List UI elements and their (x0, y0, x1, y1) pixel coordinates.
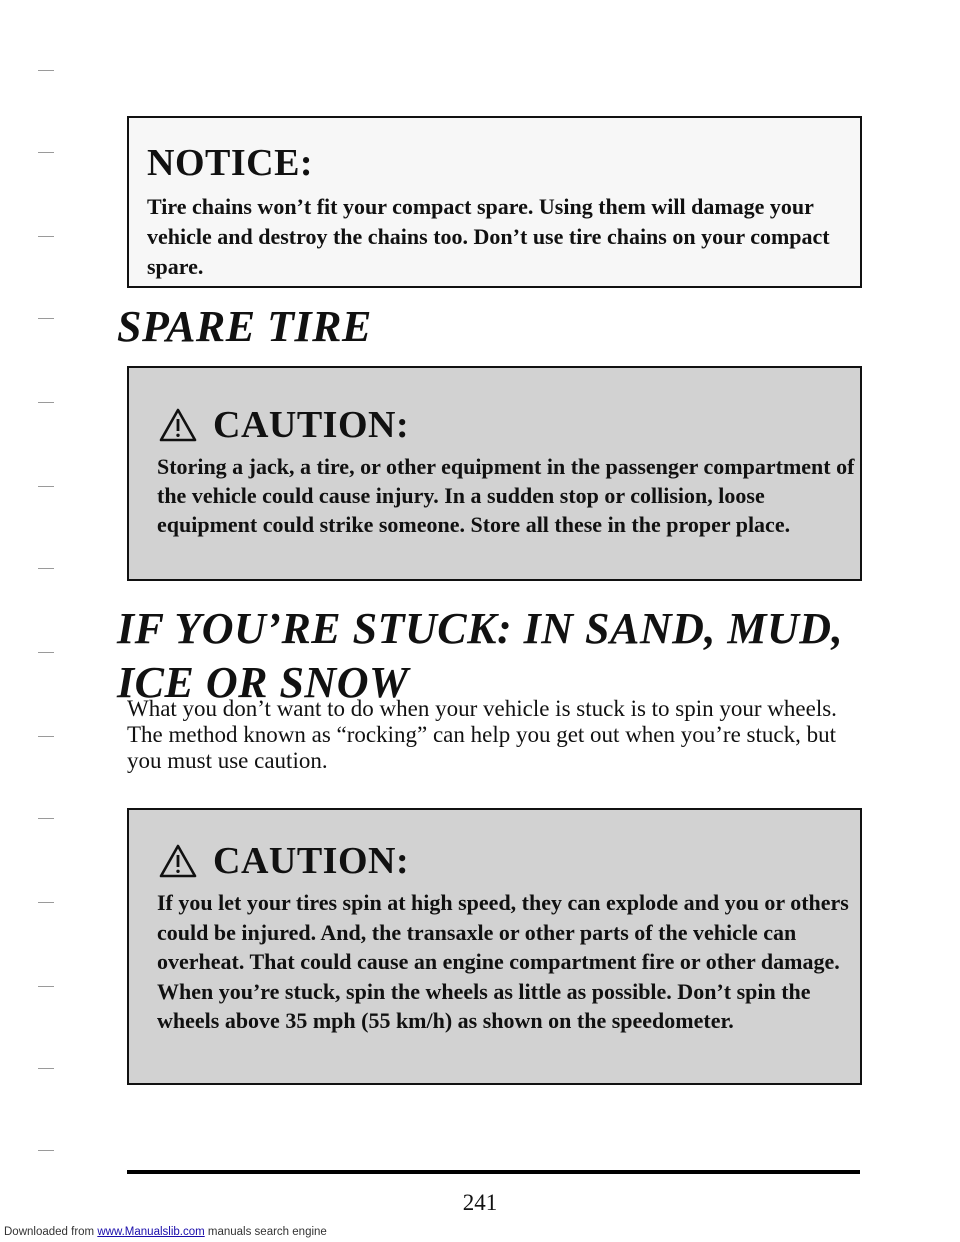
margin-tick (38, 402, 54, 403)
margin-tick (38, 1068, 54, 1069)
warning-triangle-icon (159, 844, 197, 878)
margin-tick (38, 902, 54, 903)
spare-tire-caution-box (127, 366, 862, 581)
margin-tick (38, 236, 54, 237)
caution-text: If you let your tires spin at high speed, they can explode and you or others could be injured. And, the transaxle or other parts of the vehicle can overheat. That could cause an engine compartment fire or other damage. When you’re stuck, spin the wheels as little as possible. Don’t spin the wheels above 35 mph (55 km/h) as shown on the speedometer. (157, 890, 849, 1033)
stuck-heading (117, 602, 843, 710)
margin-tick (38, 486, 54, 487)
caution-title: CAUTION: (213, 840, 410, 882)
notice-text: Tire chains won’t fit your compact spare. Using them will damage your vehicle and destroy the chains too. Don’t use tire chains on your compact spare. (147, 194, 830, 279)
download-footer (4, 1226, 327, 1238)
footer-rule (127, 1170, 860, 1174)
caution-text: Storing a jack, a tire, or other equipment in the passenger compartment of the vehicle could cause injury. In a sudden stop or collision, loose equipment could strike someone. Store all these in the proper place. (157, 454, 855, 537)
margin-tick (38, 318, 54, 319)
margin-tick (38, 70, 54, 71)
margin-tick (38, 1150, 54, 1151)
notice-box (127, 116, 862, 288)
margin-tick (38, 986, 54, 987)
footer-suffix: manuals search engine (204, 1226, 327, 1238)
caution-title-row (157, 406, 860, 444)
stuck-heading-line2: ICE OR SNOW (117, 658, 409, 707)
caution-title: CAUTION: (213, 404, 410, 446)
stuck-heading-line1: IF YOU’RE STUCK: IN SAND, MUD, (117, 604, 844, 653)
margin-tick (38, 568, 54, 569)
margin-tick (38, 652, 54, 653)
page-number: 241 (462, 1190, 498, 1215)
caution-title-row (157, 842, 860, 880)
margin-tick (38, 152, 54, 153)
warning-triangle-icon (159, 408, 197, 442)
footer-prefix: Downloaded from (4, 1226, 98, 1238)
margin-tick (38, 736, 54, 737)
stuck-paragraph: What you don’t want to do when your vehicle is stuck is to spin your wheels. The method known as “rocking” can help you get out when you’re stuck, but you must use caution. (127, 696, 837, 773)
margin-tick (38, 818, 54, 819)
stuck-caution-box (127, 808, 862, 1085)
notice-title: NOTICE: (147, 142, 314, 184)
spare-tire-heading: SPARE TIRE (117, 302, 372, 351)
manualslib-link[interactable]: www.Manualslib.com (97, 1226, 205, 1238)
